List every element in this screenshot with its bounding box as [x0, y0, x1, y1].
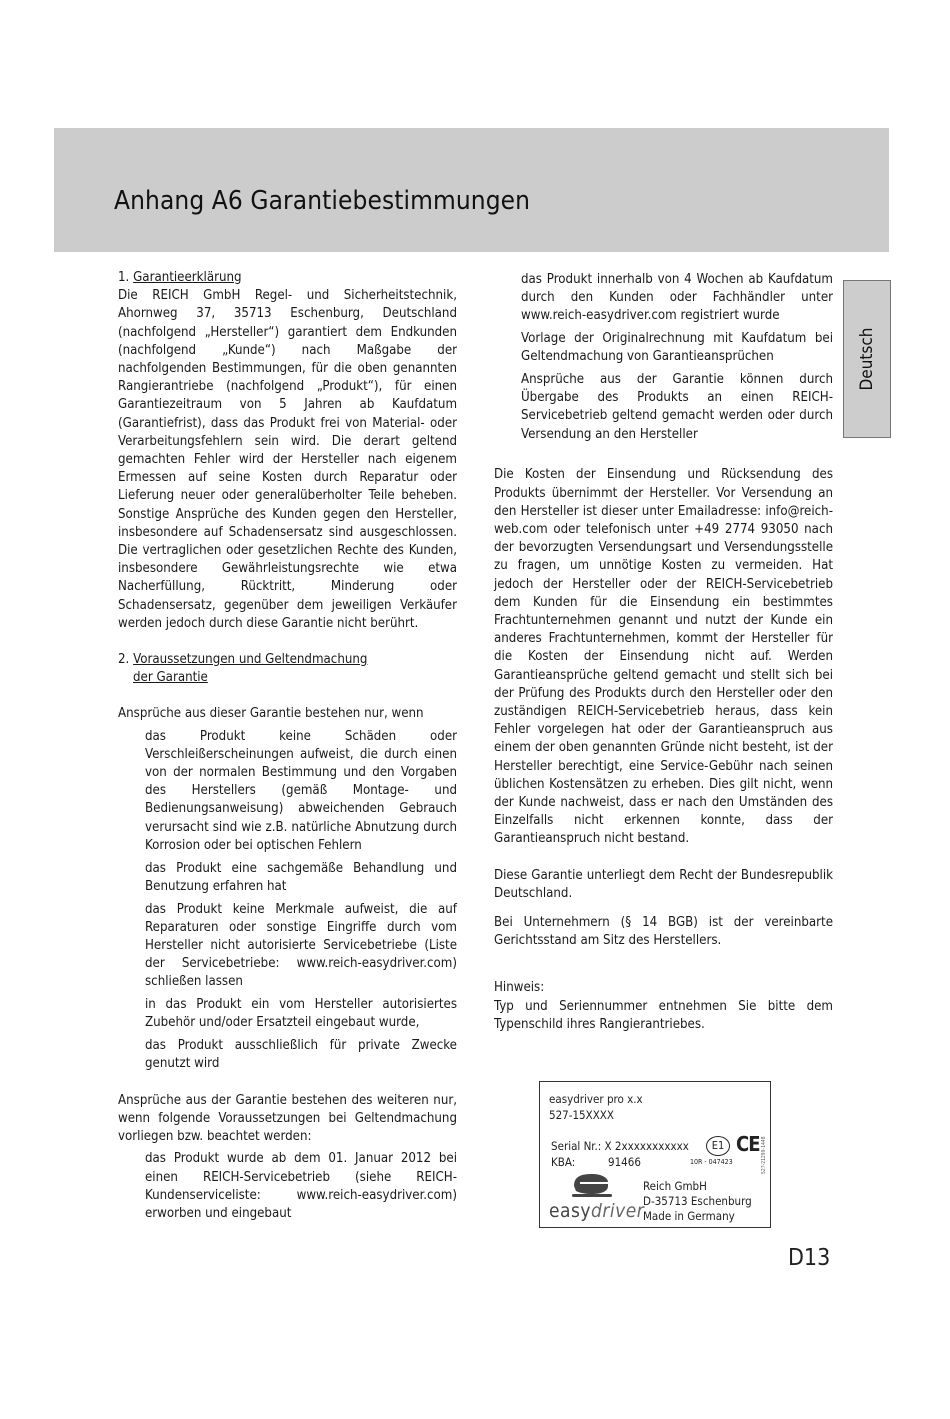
page-title: Anhang A6 Garantiebestimmungen [114, 186, 531, 216]
language-tab [843, 280, 891, 438]
list-item: das Produkt ausschließlich für private Zwecke genutzt wird [145, 1037, 457, 1072]
claim-conditions-list [118, 1150, 457, 1223]
list-item: in das Produkt ein vom Hersteller autorisiertes Zubehör und/oder Ersatzteil eingebaut wurde, [145, 997, 457, 1031]
list-item: das Produkt keine Schäden oder Verschleißerscheinungen aufweist, die durch einen von der normalen Bestimmung und den Vorgaben des Herstellers (gemäß Montage- und Bedienungsanweisung) abweichenden Gebrauch verursacht sind wie z.B. natürliche Abnutzung durch Korrosion oder bei optischen Fehlern [145, 728, 457, 853]
page-number: D13 [788, 1245, 831, 1271]
plate-kba-label: KBA: [551, 1155, 576, 1169]
claim-conditions-list-continued [494, 271, 833, 444]
easydriver-logo-icon [570, 1172, 614, 1198]
language-tab-label: Deutsch [857, 327, 877, 391]
type-plate [539, 1081, 771, 1228]
right-column [494, 271, 833, 1034]
easydriver-wordmark [549, 1200, 644, 1222]
conditions-list [118, 728, 457, 1074]
list-item: das Produkt eine sachgemäße Behandlung und Benutzung erfahren hat [145, 860, 457, 894]
section-1-title: Garantieerklärung [133, 270, 242, 285]
section-1-heading [118, 269, 457, 287]
note-label: Hinweis: [494, 980, 545, 996]
plate-kba-value: 91466 [608, 1155, 641, 1169]
section-2-intro-2: Ansprüche aus der Garantie bestehen des weiteren nur, wenn folgende Voraussetzungen bei Geltendmachung vorliegen bzw. beachtet werden: [118, 1092, 457, 1145]
e1-mark-icon: E1 [706, 1136, 730, 1156]
ce-mark-icon: CE [736, 1132, 760, 1156]
section-2-number: 2. [118, 652, 130, 668]
header-band [54, 128, 889, 252]
left-column [118, 269, 457, 1228]
plate-address: D-35713 Eschenburg [643, 1194, 752, 1208]
plate-model: easydriver pro x.x [549, 1092, 643, 1106]
plate-serial: Serial Nr.: X 2xxxxxxxxxxx [551, 1139, 689, 1153]
list-item: Ansprüche aus der Garantie können durch Übergabe des Produkts an einen REICH-Servicebetrieb geltend gemacht werden oder durch Versendung an den Hersteller [521, 372, 833, 442]
plate-origin: Made in Germany [643, 1209, 735, 1223]
list-item: das Produkt keine Merkmale aufweist, die auf Reparaturen oder sonstige Eingriffe durch vom Hersteller nicht autorisierte Servicebetriebe (Liste der Servicebetriebe: www.reich-easydriver.com) schließen lassen [145, 901, 457, 990]
list-item: das Produkt wurde ab dem 01. Januar 2012 bei einen REICH-Servicebetrieb (siehe REICH-Kundenserviceliste: www.reich-easydriver.com) erworben und eingebaut [145, 1151, 457, 1222]
plate-company: Reich GmbH [643, 1179, 707, 1193]
section-2-title-line1: Voraussetzungen und Geltendmachung [133, 652, 368, 668]
plate-vertical-code: 527-21299-1448 [761, 1136, 767, 1174]
section-1-number: 1. [118, 270, 130, 285]
list-item: Vorlage der Originalrechnung mit Kaufdatum bei Geltendmachung von Garantieansprüchen [521, 331, 833, 365]
shipping-costs-paragraph: Die Kosten der Einsendung und Rücksendung des Produkts übernimmt der Hersteller. Vor Versendung an den Hersteller ist dieser unter Emailadresse: info@reich-web.com oder telefonisch unter +49 2774 93050 nach der bevorzugten Versendungsart und Versendungsstelle zu fragen, um unnötige Kosten zu vermeiden. Hat jedoch der Hersteller oder der REICH-Servicebetrieb dem Kunden für die Einsendung ein bestimmtes Frachtunternehmen genannt und nutzt der Kunde ein anderes Frachtunternehmen, kommt der Hersteller für die Kosten der Einsendung nicht auf. Werden Garantieansprüche geltend gemacht und stellt sich bei der Prüfung des Produkts durch den Hersteller oder den zuständigen REICH-Servicebetrieb heraus, dass kein Fehler vorgelegen hat oder der Garantieanspruch aus einem der oben genannten Gründe nicht besteht, ist der Hersteller berechtigt, eine Service-Gebühr nach seinen üblichen Kostensätzen zu erheben. Dies gilt nicht, wenn der Kunde nachweist, dass er nach den Umständen des Einzelfalls nicht erkennen konnte, dass der Garantieanspruch nicht bestand. [494, 467, 833, 847]
section-1-text: Die REICH GmbH Regel- und Sicherheitstechnik, Ahornweg 37, 35713 Eschenburg, Deutschland (nachfolgend „Hersteller“) garantiert dem Endkunden (nachfolgend „Kunde“) nach Maßgabe der nachfolgenden Bestimmungen, für die oben genannten Rangierantriebe (nachfolgend „Produkt“), für einen Garantiezeitraum von 5 Jahren ab Kaufdatum (Garantiefrist), dass das Produkt frei von Material- oder Verarbeitungsfehlern sein wird. Die derart geltend gemachten Fehler wird der Hersteller nach eigenem Ermessen auf seine Kosten durch Reparatur oder Lieferung neuer oder generalüberholter Teile beheben. Sonstige Ansprüche des Kunden gegen den Hersteller, insbesondere auf Schadensersatz sind ausgeschlossen. Die vertraglichen oder gesetzlichen Rechte des Kunden, insbesondere Gewährleistungsrechte wie etwa Nacherfüllung, Rücktritt, Minderung oder Schadensersatz, gegenüber dem jeweiligen Verkäufer werden jedoch durch diese Garantie nicht berührt. [118, 288, 457, 631]
plate-approval: 10R - 047423 [690, 1158, 733, 1166]
brand-easy: easy [549, 1200, 592, 1222]
governing-law-paragraph: Diese Garantie unterliegt dem Recht der Bundesrepublik Deutschland. [494, 867, 833, 901]
note-text: Typ und Seriennummer entnehmen Sie bitte dem Typenschild ihres Rangierantriebes. [494, 998, 833, 1032]
plate-code: 527-15XXXX [549, 1108, 614, 1122]
section-2-heading [118, 651, 457, 669]
section-2-intro: Ansprüche aus dieser Garantie bestehen nur, wenn [118, 706, 424, 722]
section-2-title-line2: der Garantie [133, 670, 208, 686]
brand-driver: driver [591, 1200, 645, 1222]
list-item: das Produkt innerhalb von 4 Wochen ab Kaufdatum durch den Kunden oder Fachhändler unter www.reich-easydriver.com registriert wurde [521, 272, 833, 324]
jurisdiction-paragraph: Bei Unternehmern (§ 14 BGB) ist der vereinbarte Gerichtsstand am Sitz des Herstellers. [494, 915, 833, 949]
section-2-title-line2-wrap [118, 669, 457, 687]
